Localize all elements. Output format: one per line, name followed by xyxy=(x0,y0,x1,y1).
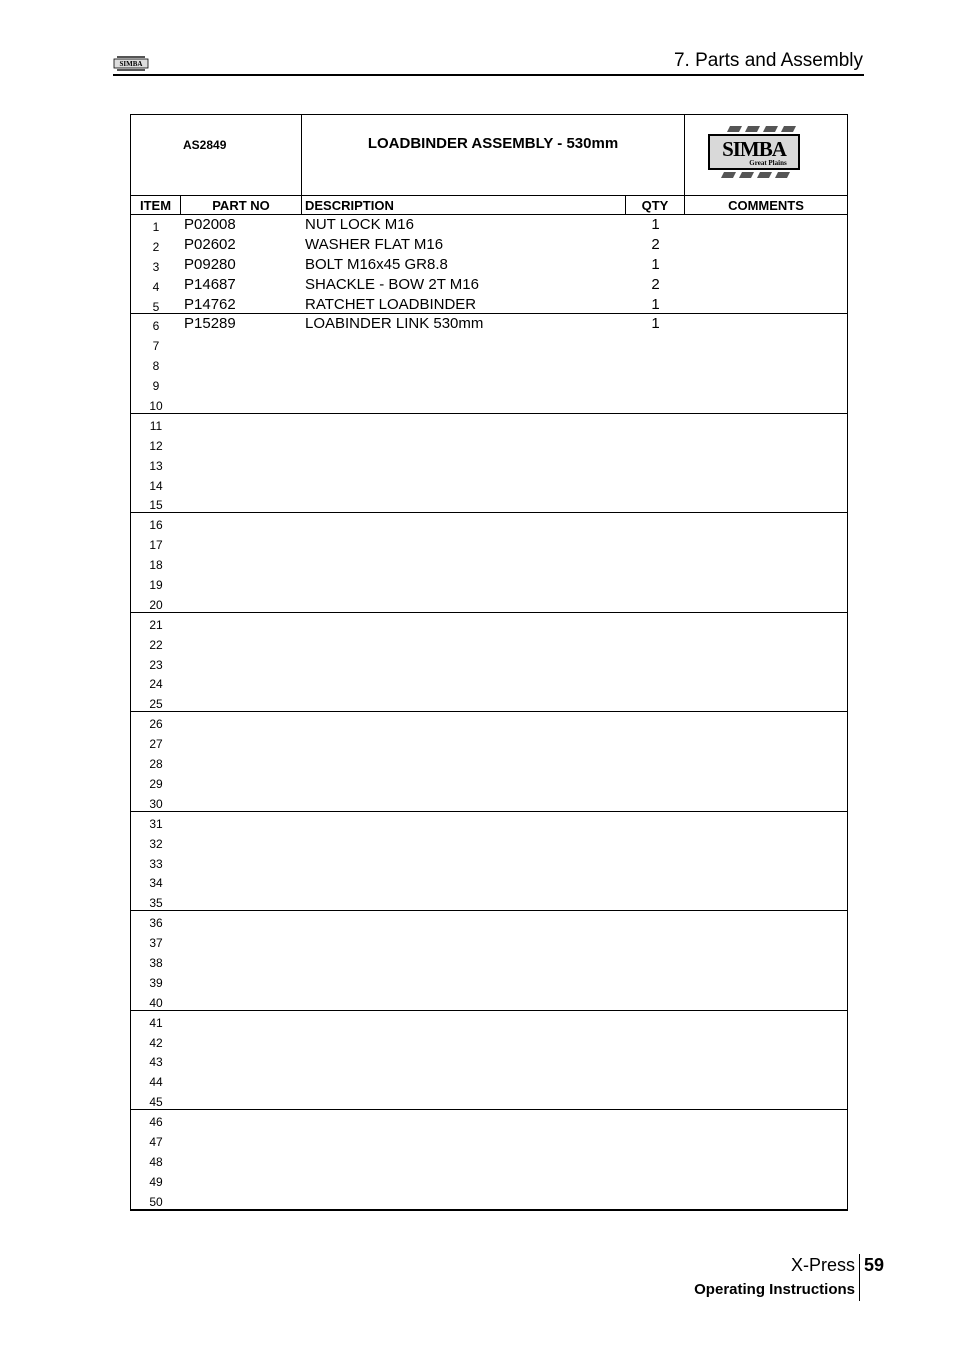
row-part-no: P15289 xyxy=(184,315,236,333)
table-row xyxy=(131,255,847,275)
table-row xyxy=(131,1070,847,1090)
table-row xyxy=(131,533,847,553)
row-item: 16 xyxy=(149,518,163,533)
row-item: 18 xyxy=(149,558,163,573)
table-row xyxy=(131,732,847,752)
section-title: 7. Parts and Assembly xyxy=(673,50,863,71)
table-row xyxy=(131,931,847,951)
row-part-no: P14687 xyxy=(184,275,236,293)
table-row xyxy=(131,474,847,494)
table-row xyxy=(131,653,847,673)
row-item: 49 xyxy=(149,1174,163,1189)
table-row xyxy=(131,852,847,872)
row-item: 46 xyxy=(149,1115,163,1130)
row-description: SHACKLE - BOW 2T M16 xyxy=(305,275,479,293)
header-rule xyxy=(113,74,864,76)
col-comments: COMMENTS xyxy=(728,198,804,213)
parts-table xyxy=(130,114,848,1211)
row-item: 32 xyxy=(149,836,163,851)
row-item: 12 xyxy=(149,438,163,453)
row-qty: 1 xyxy=(651,315,660,333)
row-qty: 1 xyxy=(651,216,660,233)
table-row xyxy=(131,911,847,931)
column-headers xyxy=(131,195,847,215)
row-item: 7 xyxy=(152,339,160,354)
row-description: BOLT M16x45 GR8.8 xyxy=(305,255,448,273)
table-row xyxy=(131,832,847,852)
table-row xyxy=(131,633,847,653)
table-row xyxy=(131,1130,847,1150)
row-item: 29 xyxy=(149,776,163,791)
table-row xyxy=(131,772,847,792)
table-row xyxy=(131,1170,847,1190)
row-item: 44 xyxy=(149,1075,163,1090)
row-item: 39 xyxy=(149,975,163,990)
row-item: 10 xyxy=(149,399,163,414)
row-item: 19 xyxy=(149,578,163,593)
row-item: 15 xyxy=(149,498,163,513)
table-row xyxy=(131,235,847,255)
row-part-no: P02602 xyxy=(184,235,236,253)
table-row xyxy=(131,891,847,911)
table-row xyxy=(131,573,847,593)
row-item: 22 xyxy=(149,637,163,652)
table-row xyxy=(131,971,847,991)
row-item: 8 xyxy=(152,359,160,374)
simba-great-plains-logo xyxy=(708,124,800,180)
assembly-code: AS2849 xyxy=(183,138,227,152)
logo-text: SIMBA xyxy=(722,137,786,161)
row-qty: 2 xyxy=(651,235,660,253)
row-item: 25 xyxy=(149,697,163,712)
table-row xyxy=(131,613,847,633)
table-body xyxy=(131,215,847,1210)
table-row xyxy=(131,394,847,414)
table-row xyxy=(131,951,847,971)
row-description: RATCHET LOADBINDER xyxy=(305,295,477,313)
row-item: 27 xyxy=(149,737,163,752)
row-item: 30 xyxy=(149,796,163,811)
table-row xyxy=(131,712,847,732)
row-item: 28 xyxy=(149,757,163,772)
table-row xyxy=(131,295,847,315)
row-item: 43 xyxy=(149,1055,163,1070)
row-item: 42 xyxy=(149,1035,163,1050)
row-item: 35 xyxy=(149,896,163,911)
page-number: 59 xyxy=(864,1255,885,1275)
row-item: 50 xyxy=(149,1194,163,1209)
row-item: 20 xyxy=(149,597,163,612)
row-part-no: P14762 xyxy=(184,295,236,313)
table-row xyxy=(131,672,847,692)
assembly-code-cell xyxy=(131,115,302,195)
row-item: 23 xyxy=(149,657,163,672)
product-name: X-Press xyxy=(790,1255,855,1275)
row-item: 11 xyxy=(149,418,163,433)
row-item: 33 xyxy=(149,856,163,871)
table-row xyxy=(131,334,847,354)
row-item: 1 xyxy=(152,220,160,234)
col-description: DESCRIPTION xyxy=(302,195,626,214)
assembly-title-cell xyxy=(302,115,685,195)
table-row xyxy=(131,215,847,235)
table-row xyxy=(131,792,847,812)
row-item: 2 xyxy=(152,239,160,254)
table-row xyxy=(131,275,847,295)
table-row xyxy=(131,752,847,772)
table-row xyxy=(131,1031,847,1051)
row-description: LOABINDER LINK 530mm xyxy=(305,315,484,333)
table-row xyxy=(131,1190,847,1210)
table-row xyxy=(131,414,847,434)
table-row xyxy=(131,513,847,533)
table-row xyxy=(131,1011,847,1031)
svg-text:SIMBA: SIMBA xyxy=(119,60,143,68)
row-item: 37 xyxy=(149,936,163,951)
table-row xyxy=(131,991,847,1011)
row-item: 13 xyxy=(149,458,163,473)
simba-logo-small xyxy=(113,55,149,73)
row-item: 21 xyxy=(149,617,163,632)
row-item: 36 xyxy=(149,916,163,931)
assembly-title: LOADBINDER ASSEMBLY - 530mm xyxy=(367,135,619,152)
table-row xyxy=(131,1050,847,1070)
row-item: 4 xyxy=(152,279,160,294)
row-item: 14 xyxy=(149,478,163,493)
row-description: NUT LOCK M16 xyxy=(305,216,414,233)
table-row xyxy=(131,692,847,712)
row-description: WASHER FLAT M16 xyxy=(305,235,444,253)
row-qty: 1 xyxy=(651,295,660,313)
row-item: 34 xyxy=(149,876,163,891)
table-row xyxy=(131,493,847,513)
table-row xyxy=(131,1090,847,1110)
col-qty: QTY xyxy=(626,195,685,214)
document-type: Operating Instructions xyxy=(694,1281,855,1298)
table-row xyxy=(131,434,847,454)
row-item: 26 xyxy=(149,717,163,732)
row-item: 9 xyxy=(152,379,160,394)
table-row xyxy=(131,354,847,374)
row-part-no: P02008 xyxy=(184,216,236,233)
footer-divider xyxy=(859,1254,860,1301)
logo-subtext: Great Plains xyxy=(749,159,787,167)
row-item: 40 xyxy=(149,995,163,1010)
row-item: 41 xyxy=(149,1015,163,1030)
table-row xyxy=(131,812,847,832)
row-item: 5 xyxy=(152,299,160,314)
row-item: 17 xyxy=(149,538,163,553)
table-row xyxy=(131,454,847,474)
table-row xyxy=(131,871,847,891)
table-row xyxy=(131,593,847,613)
row-item: 45 xyxy=(149,1095,163,1110)
assembly-header xyxy=(131,115,847,196)
table-row xyxy=(131,314,847,334)
row-qty: 1 xyxy=(651,255,660,273)
table-row xyxy=(131,1150,847,1170)
row-item: 3 xyxy=(152,259,160,274)
col-part-no: PART NO xyxy=(181,195,302,214)
row-item: 38 xyxy=(149,955,163,970)
table-row xyxy=(131,1110,847,1130)
row-item: 24 xyxy=(149,677,163,692)
row-part-no: P09280 xyxy=(184,255,236,273)
row-item: 6 xyxy=(152,319,160,334)
row-item: 47 xyxy=(149,1134,163,1149)
row-qty: 2 xyxy=(651,275,660,293)
row-item: 48 xyxy=(149,1154,163,1169)
col-item: ITEM xyxy=(131,195,181,214)
table-row xyxy=(131,553,847,573)
row-item: 31 xyxy=(149,816,163,831)
table-row xyxy=(131,374,847,394)
